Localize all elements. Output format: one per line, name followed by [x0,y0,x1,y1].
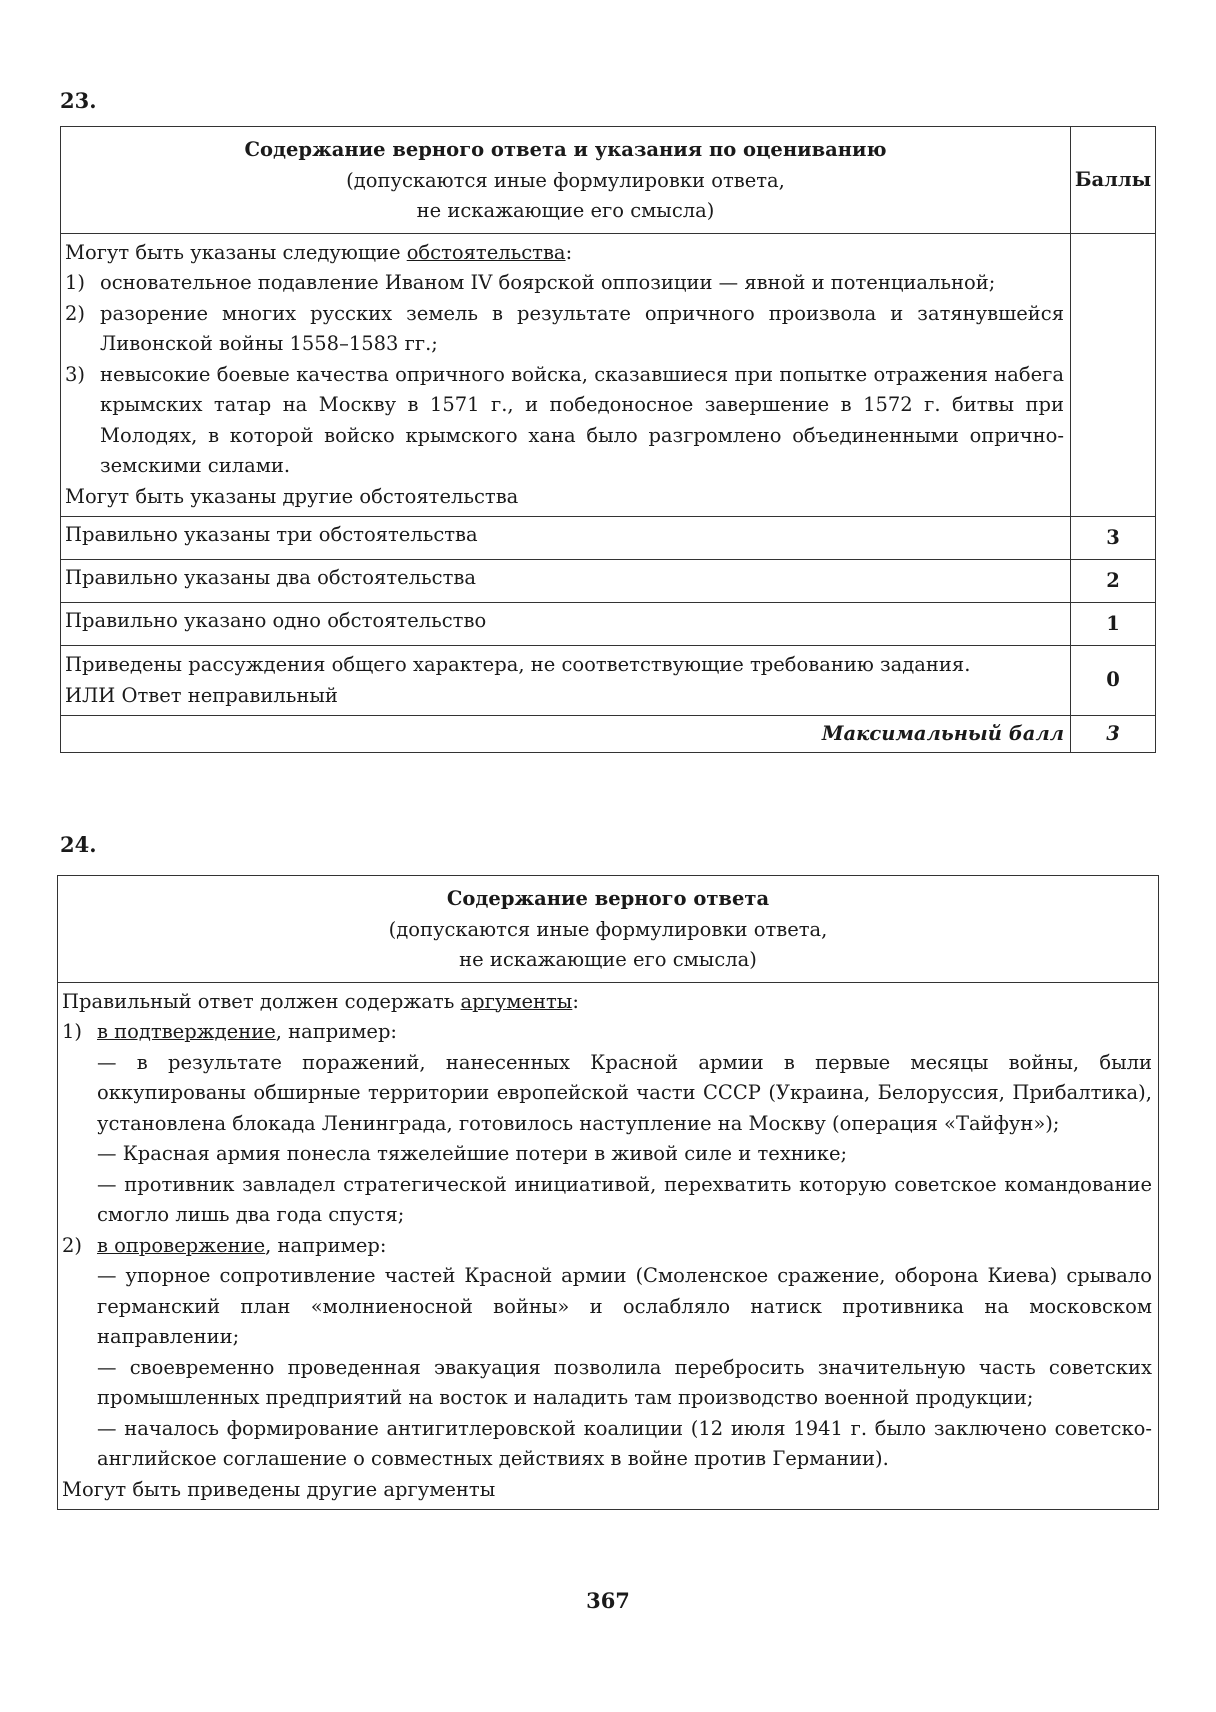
list-item [65,360,1064,482]
rubric-header-row [61,127,1156,234]
list-item-number: 2) [62,1233,83,1257]
rubric-header-title: Содержание верного ответа [446,887,770,910]
arguments-list [62,1017,1152,1475]
rubric-header-note-1: (допускаются иные формулировки ответа, [346,168,785,192]
rubric-content-cell [61,233,1071,517]
confirm-suffix: , например: [275,1020,397,1043]
list-item-number: 1) [62,1020,83,1043]
rubric-intro [65,238,1064,269]
circumstances-list [65,268,1064,482]
refute-points [97,1261,1152,1475]
rubric-header-cell [61,127,1071,234]
argument-point: — своевременно проведенная эвакуация позволила перебросить значительную часть советских промышленных предприятий на восток и наладить там производство военной продукции; [97,1355,1152,1409]
list-item-text: основательное подавление Иваном IV боярской оппозиции — явной и потенциальной; [100,271,996,294]
question-24-number: 24. [60,832,97,857]
zero-criterion-line-1: Приведены рассуждения общего характера, не соответствующие требованию задания. [65,653,971,676]
argument-point: — в результате поражений, нанесенных Красной армии в первые месяцы войны, были оккупированы обширные территории европейской части СССР (Украина, Белоруссия, Прибалтика), установлена блокада Ленинграда, готовилось наступление на Москву (операция «Тайфун»); [97,1050,1152,1135]
empty-score-cell [1071,233,1156,517]
criterion-score: 1 [1071,603,1156,646]
page-number: 367 [586,1588,630,1613]
list-item-text: невысокие боевые качества опричного войска, сказавшиеся при попытке отражения набега крымских татар на Москву в 1571 г., и победоносное завершение в 1572 г. битвы при Молодях, в которой войско крымского хана было разгромлено объединенными опричнo-земскими силами. [100,362,1064,477]
intro-keyword: аргументы [460,989,573,1013]
max-score-value: 3 [1071,716,1156,753]
argument-point: — Красная армия понесла тяжелейшие потери в живой силе и технике; [97,1142,848,1165]
list-item-text: разорение многих русских земель в результате опричного произвола и затянувшейся Ливонской войны 1558–1583 гг.; [100,301,1064,355]
intro-keyword: обстоятельства [406,240,566,264]
criterion-row [61,560,1156,603]
list-item-number: 1) [65,271,86,294]
criterion-score: 3 [1071,517,1156,560]
rubric-header-row [58,876,1159,983]
refute-suffix: , например: [265,1233,387,1257]
rubric-header-note-2: не искажающие его смысла) [459,948,757,971]
question-23-number: 23. [60,88,97,113]
argument-point: — противник завладел стратегической инициативой, перехватить которую советское командование смогло лишь два года спустя; [97,1172,1152,1226]
confirm-keyword: в подтверждение [97,1020,276,1043]
rubric-header-note-2: не искажающие его смысла) [416,199,715,222]
max-score-row [61,716,1156,753]
list-item [65,299,1064,360]
criterion-text: Правильно указаны два обстоятельства [61,560,1071,603]
rubric-content-row [58,982,1159,1510]
list-item [65,268,1064,299]
list-item-number: 3) [65,362,86,386]
criterion-text [61,646,1071,716]
criterion-row [61,603,1156,646]
argument-point: — началось формирование антигитлеровской коалиции (12 июля 1941 г. было заключено советско-английское соглашение о совместных действиях в войне против Германии). [97,1416,1152,1470]
points-header: Баллы [1071,127,1156,234]
rubric-content-row [61,233,1156,517]
list-item-refute [62,1231,1152,1475]
zero-criterion-line-2: ИЛИ Ответ неправильный [65,683,338,707]
confirm-points [97,1048,1152,1231]
list-item-number: 2) [65,301,86,325]
refute-keyword: в опровержение [97,1233,266,1257]
intro-suffix: : [572,989,579,1013]
max-score-label: Максимальный балл [61,716,1071,753]
question-24-rubric-table [57,875,1159,1510]
criterion-score: 0 [1071,646,1156,716]
intro-prefix: Могут быть указаны следующие [65,240,407,264]
criterion-text: Правильно указаны три обстоятельства [61,517,1071,560]
intro-prefix: Правильный ответ должен содержать [62,989,461,1013]
rubric-header-cell [58,876,1159,983]
criterion-row [61,517,1156,560]
question-23-rubric-table [60,126,1156,753]
rubric-header-title: Содержание верного ответа и указания по оцениванию [244,138,887,161]
intro-suffix: : [565,240,573,264]
rubric-content-cell [58,982,1159,1510]
list-item-confirm [62,1017,1152,1231]
criterion-text: Правильно указано одно обстоятельство [61,603,1071,646]
rubric-outro: Могут быть указаны другие обстоятельства [65,484,519,508]
criterion-row-zero [61,646,1156,716]
criterion-score: 2 [1071,560,1156,603]
rubric-intro [62,987,1152,1018]
rubric-outro: Могут быть приведены другие аргументы [62,1477,496,1501]
argument-point: — упорное сопротивление частей Красной армии (Смоленское сражение, оборона Киева) срывало германский план «молниеносной войны» и ослабляло натиск противника на московском направлении; [97,1264,1152,1348]
rubric-header-note-1: (допускаются иные формулировки ответа, [388,917,828,941]
